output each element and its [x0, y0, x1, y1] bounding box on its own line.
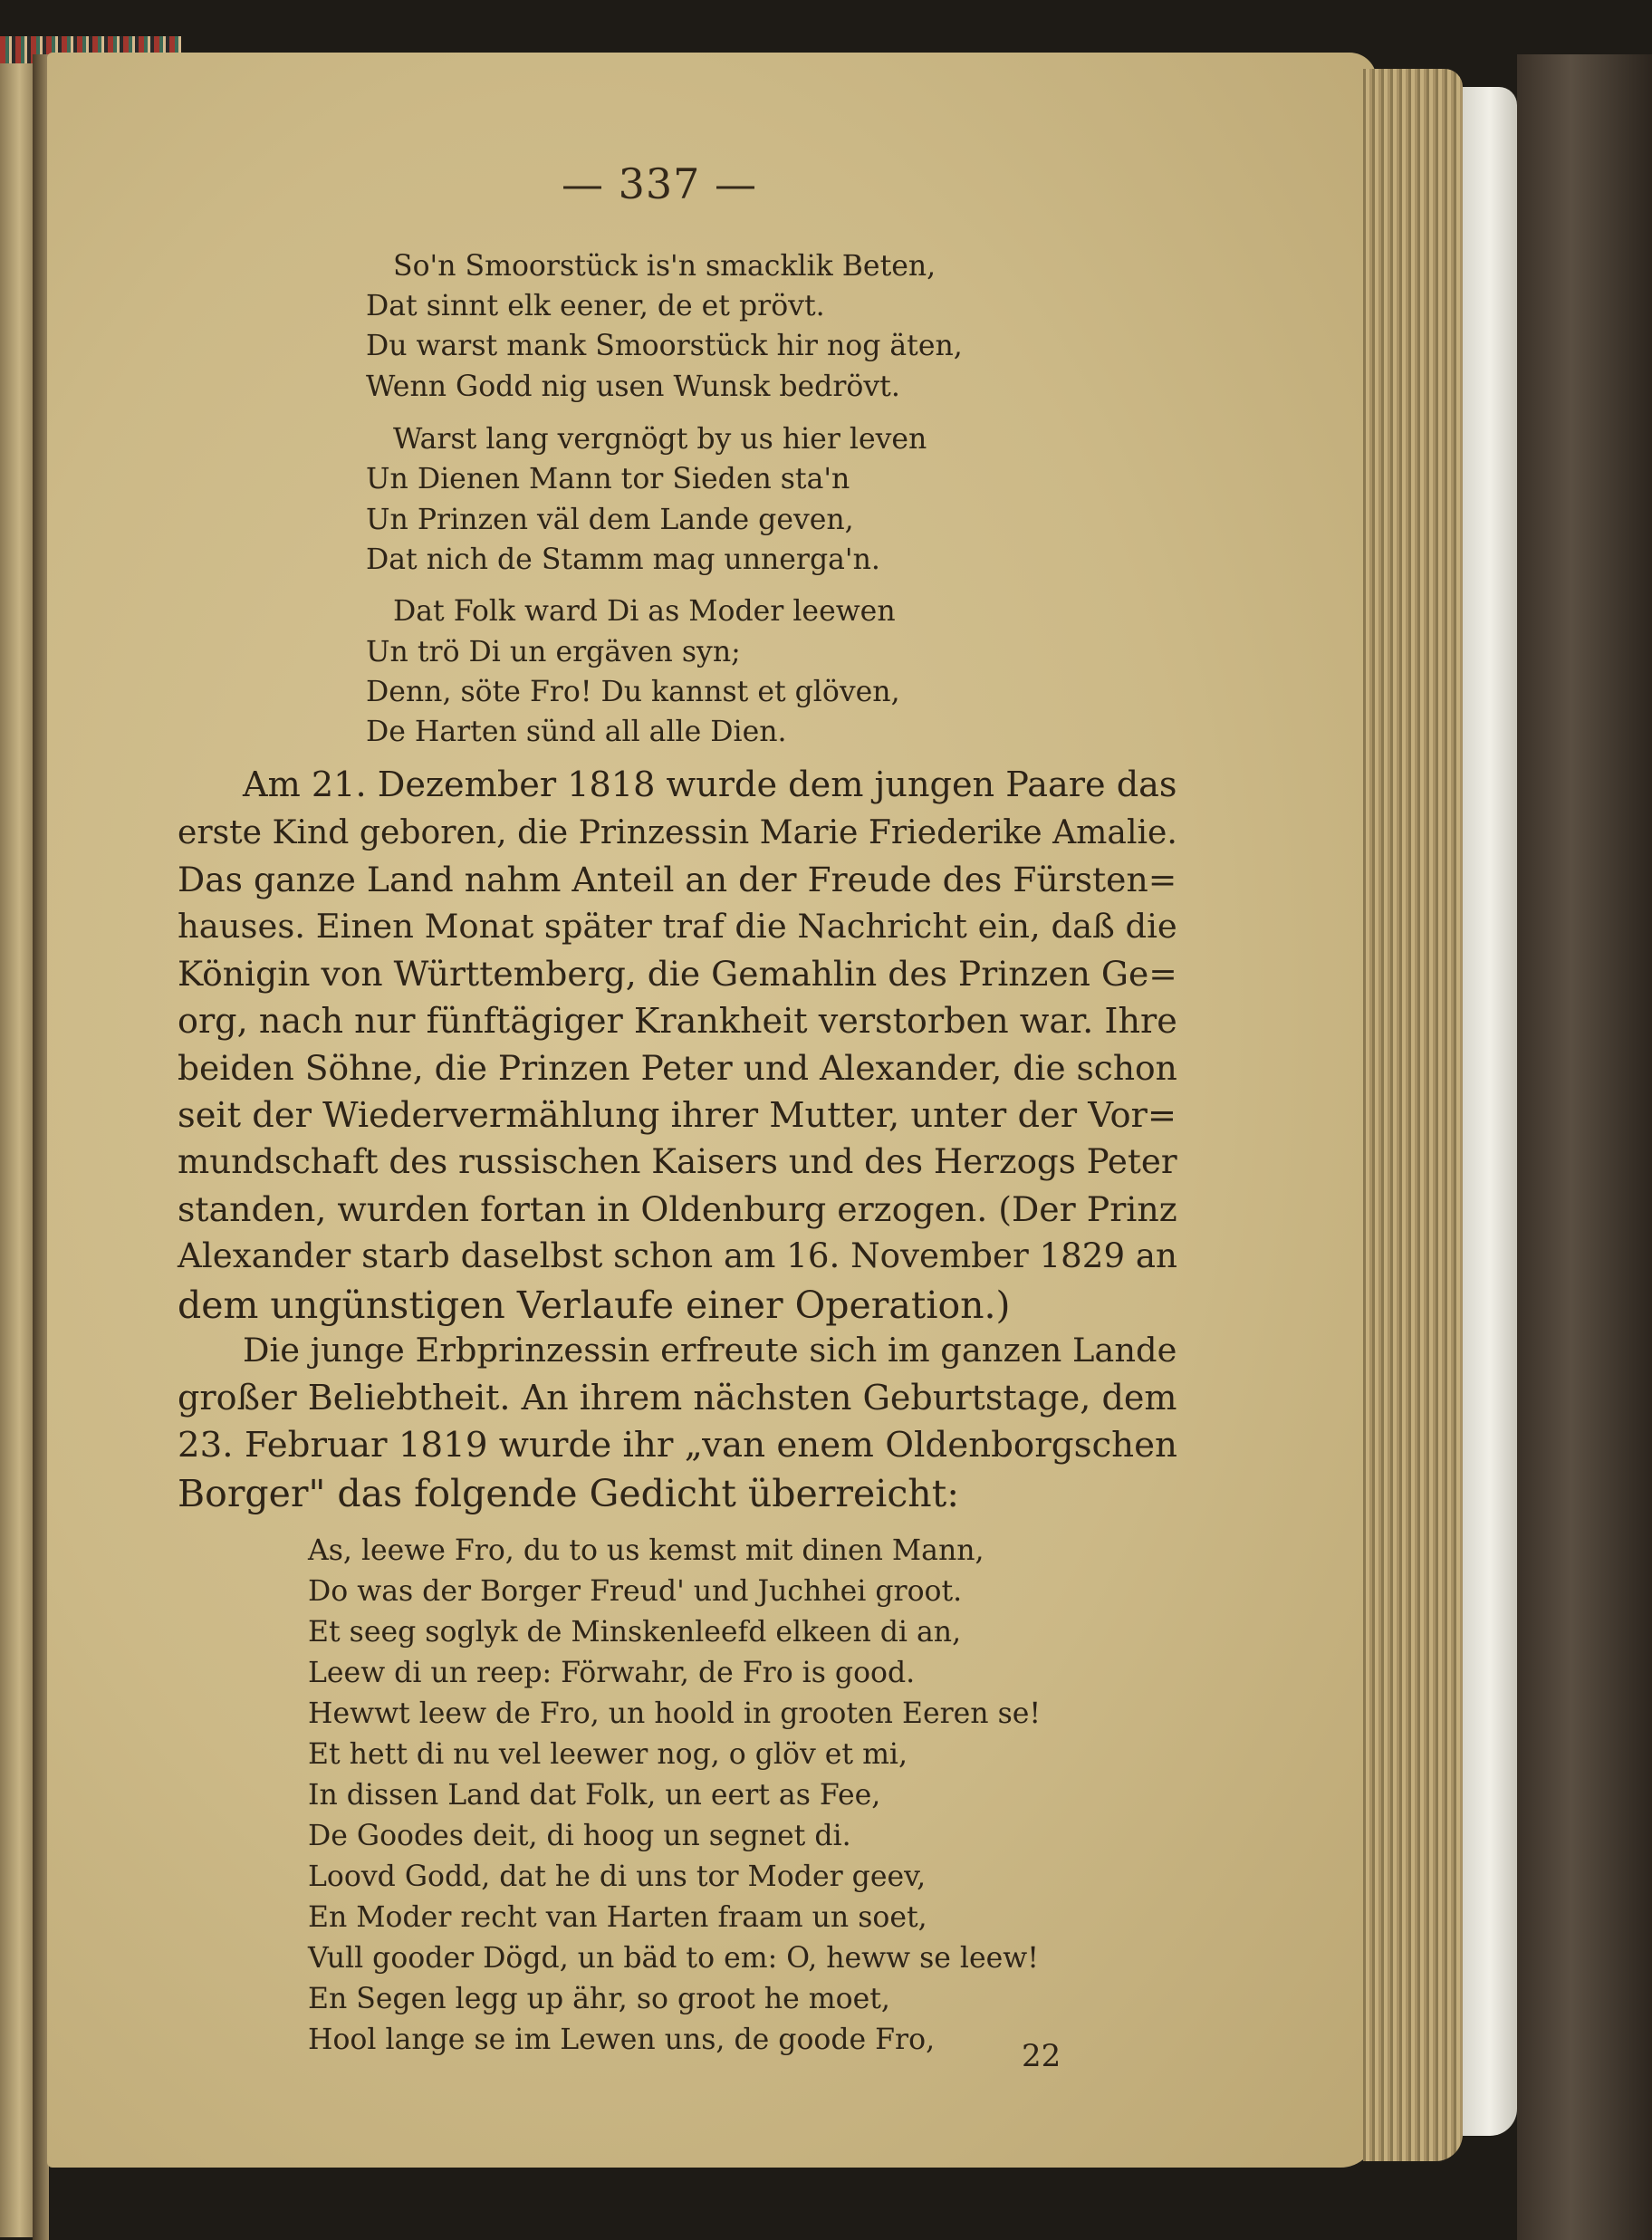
poem-line: Dat Folk ward Di as Moder leewen [393, 595, 896, 628]
page-edges [1363, 69, 1463, 2161]
poem-line: As, leewe Fro, du to us kemst mit dinen Mann, [308, 1534, 984, 1567]
cover-board-edge [1463, 87, 1517, 2136]
poem-line: Dat sinnt elk eener, de et prövt. [366, 290, 825, 322]
poem-line: De Harten sünd all alle Dien. [366, 716, 787, 748]
poem-line: Un Prinzen väl dem Lande geven, [366, 504, 854, 536]
left-page-edge [0, 63, 33, 2237]
poem-line: Et seeg soglyk de Minskenleefd elkeen di an, [308, 1616, 962, 1649]
prose-line: Das ganze Land nahm Anteil an der Freude des Fürsten= [178, 860, 1177, 899]
prose-line: 23. Februar 1819 wurde ihr „van enem Oldenborgschen [178, 1425, 1177, 1466]
prose-line: Borger" das folgende Gedicht überreicht: [178, 1472, 960, 1515]
prose-line: org, nach nur fünftägiger Krankheit verstorben war. Ihre [178, 1001, 1177, 1041]
poem-line: Warst lang vergnögt by us hier leven [393, 423, 927, 456]
prose-line: mundschaft des russischen Kaisers und des Herzogs Peter [178, 1142, 1177, 1181]
poem-line: Wenn Godd nig usen Wunsk bedrövt. [366, 370, 900, 403]
poem-line: Leew di un reep: Förwahr, de Fro is good. [308, 1657, 916, 1689]
prose-line: seit der Wiedervermählung ihrer Mutter, unter der Vor= [178, 1095, 1177, 1136]
poem-line: Do was der Borger Freud' und Juchhei groot. [308, 1575, 963, 1608]
prose-line: hauses. Einen Monat später traf die Nachricht ein, daß die [178, 907, 1177, 946]
prose-line: großer Beliebtheit. An ihrem nächsten Geburtstage, dem [178, 1378, 1177, 1418]
poem-line: Loovd Godd, dat he di uns tor Moder geev, [308, 1860, 927, 1893]
prose-line: dem ungünstigen Verlaufe einer Operation.) [178, 1283, 1011, 1327]
poem-line: Et hett di nu vel leewer nog, o glöv et mi, [308, 1738, 908, 1771]
poem-line: De Goodes deit, di hoog un segnet di. [308, 1820, 851, 1852]
book-cover [1517, 54, 1652, 2240]
prose-line: Königin von Württemberg, die Gemahlin des Prinzen Ge= [178, 954, 1177, 994]
prose-line: beiden Söhne, die Prinzen Peter und Alexander, die schon [178, 1048, 1177, 1088]
prose-line: erste Kind geboren, die Prinzessin Marie Friederike Amalie. [178, 812, 1177, 851]
prose-line: Die junge Erbprinzessin erfreute sich im ganzen Lande [243, 1331, 1177, 1370]
page-number-header: — 337 — [562, 159, 758, 208]
poem-line: Hool lange se im Lewen uns, de goode Fro, [308, 2024, 936, 2056]
poem-line: So'n Smoorstück is'n smacklik Beten, [393, 250, 936, 283]
poem-line: In dissen Land dat Folk, un eert as Fee, [308, 1779, 881, 1812]
poem-line: En Segen legg up ähr, so groot he moet, [308, 1983, 890, 2015]
prose-line: Am 21. Dezember 1818 wurde dem jungen Paare das [243, 765, 1177, 805]
poem-line: Un Dienen Mann tor Sieden sta'n [366, 463, 850, 495]
poem-line: Un trö Di un ergäven syn; [366, 636, 741, 668]
prose-line: standen, wurden fortan in Oldenburg erzogen. (Der Prinz [178, 1189, 1177, 1229]
poem-line: Dat nich de Stamm mag unnerga'n. [366, 543, 880, 576]
poem-line: Hewwt leew de Fro, un hoold in grooten Eeren se! [308, 1697, 1042, 1730]
poem-line: Vull gooder Dögd, un bäd to em: O, heww se leew! [308, 1942, 1039, 1975]
poem-line: Denn, söte Fro! Du kannst et glöven, [366, 676, 900, 708]
prose-line: Alexander starb daselbst schon am 16. November 1829 an [178, 1236, 1177, 1275]
poem-line: Du warst mank Smoorstück hir nog äten, [366, 330, 963, 362]
signature-mark: 22 [1022, 2038, 1061, 2074]
poem-line: En Moder recht van Harten fraam un soet, [308, 1901, 927, 1934]
